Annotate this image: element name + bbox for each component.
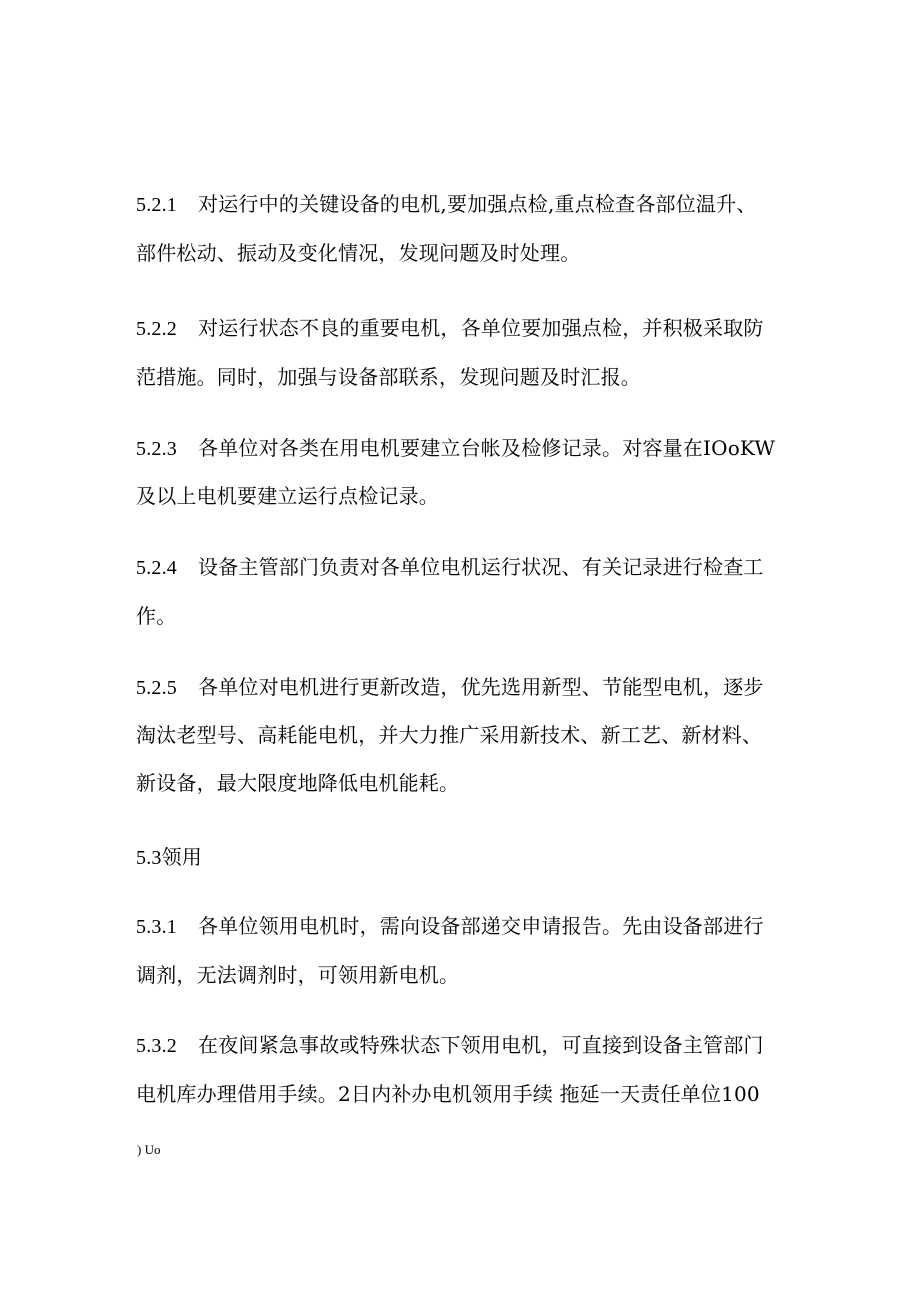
clause-text: 作。	[136, 604, 177, 628]
clause-number: 5.3.1	[136, 916, 177, 938]
clause-text: 范措施。同时，加强与设备部联系，发现问题及时汇报。	[136, 365, 641, 389]
footnote-fragment: ) Uo	[137, 1142, 161, 1157]
paragraph-5-2-3-line-1	[136, 434, 775, 463]
section-number: 5.3	[136, 847, 162, 869]
clause-text: 设备主管部门负责对各单位电机运行状况、有关记录进行检查工	[198, 555, 764, 579]
paragraph-5-2-1-line-2	[136, 239, 580, 267]
clause-text: 新设备，最大限度地降低电机能耗。	[136, 771, 460, 795]
clause-number: 5.3.2	[136, 1035, 177, 1057]
paragraph-5-2-4-line-1	[136, 553, 764, 582]
paragraph-5-3-1-line-1	[136, 912, 764, 941]
clause-text: 淘汰老型号、高耗能电机，并大力推广采用新技术、新工艺、新材料、	[136, 723, 763, 747]
paragraph-5-2-3-line-2	[136, 482, 439, 510]
paragraph-5-2-5-line-3	[136, 769, 459, 797]
paragraph-5-2-1-line-1	[136, 190, 757, 219]
paragraph-5-2-2-line-2	[136, 363, 641, 391]
clause-number: 5.2.1	[136, 194, 177, 216]
paragraph-5-3-2-line-2	[136, 1080, 760, 1108]
paragraph-5-3-1-line-2	[136, 961, 459, 989]
clause-number: 5.2.3	[136, 438, 177, 460]
paragraph-5-3-2-line-1	[136, 1031, 764, 1060]
section-title: 领用	[161, 845, 203, 869]
paragraph-5-2-5-line-2	[136, 721, 762, 749]
clause-number: 5.2.5	[136, 677, 177, 699]
section-heading-5-3	[136, 843, 202, 872]
paragraph-5-2-5-line-1	[136, 673, 764, 702]
clause-text: 各单位对电机进行更新改造，优先选用新型、节能型电机，逐步	[198, 675, 764, 699]
clause-text: 对运行中的关键设备的电机,要加强点检,重点检查各部位温升、	[198, 192, 757, 216]
clause-number: 5.2.2	[136, 318, 177, 340]
clause-text: 部件松动、振动及变化情况，发现问题及时处理。	[136, 241, 581, 265]
paragraph-5-2-4-line-2	[136, 602, 176, 630]
clause-text: 各单位领用电机时，需向设备部递交申请报告。先由设备部进行	[198, 914, 764, 938]
clause-number: 5.2.4	[136, 557, 177, 579]
paragraph-5-2-2-line-1	[136, 314, 764, 343]
clause-text: 对运行状态不良的重要电机，各单位要加强点检，并积极采取防	[198, 316, 764, 340]
clause-text: 各单位对各类在用电机要建立台帐及检修记录。对容量在IOoKW	[198, 436, 776, 460]
clause-text: 在夜间紧急事故或特殊状态下领用电机，可直接到设备主管部门	[198, 1033, 764, 1057]
clause-text: 及以上电机要建立运行点检记录。	[136, 484, 439, 508]
clause-text: 电机库办理借用手续。2日内补办电机领用手续 拖延一天责任单位100	[136, 1082, 760, 1106]
clause-text: 调剂，无法调剂时，可领用新电机。	[136, 963, 460, 987]
